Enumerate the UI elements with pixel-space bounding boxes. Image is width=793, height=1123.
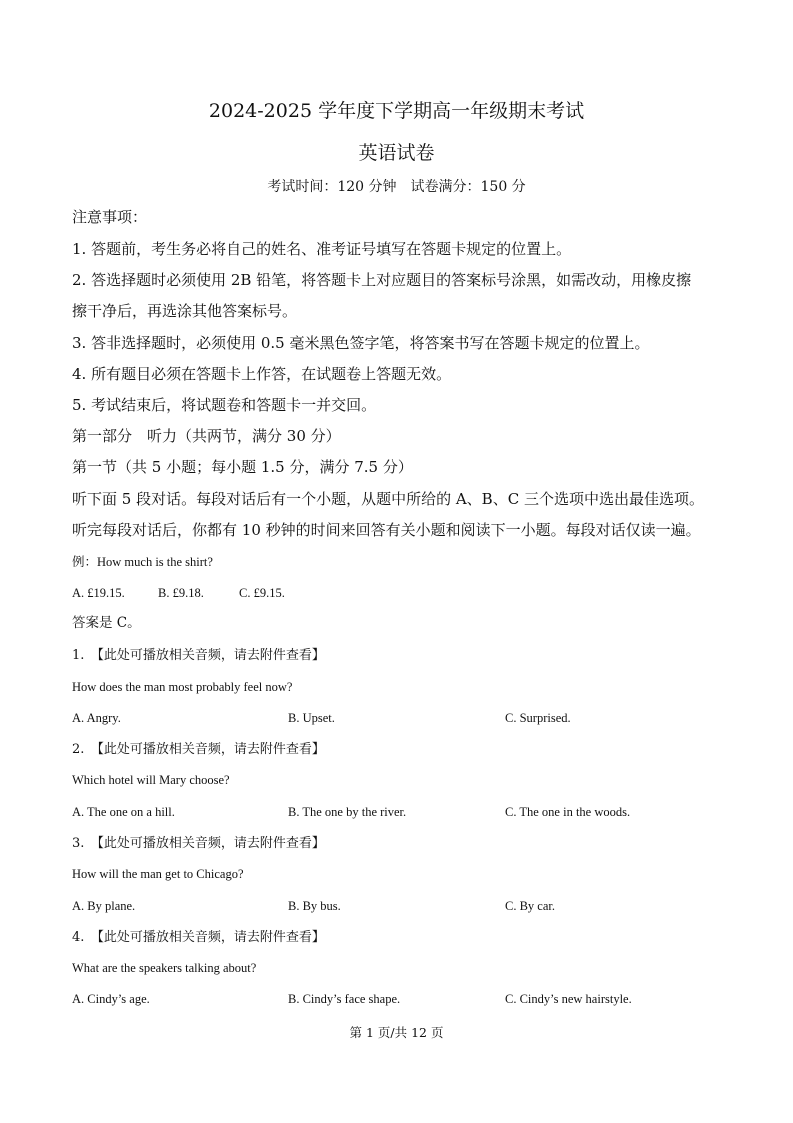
q1-question: How does the man most probably feel now? [72,680,293,694]
q2-option-b: B. The one by the river. [288,805,407,819]
section1-heading: 第一节（共 5 小题；每小题 1.5 分，满分 7.5 分） [72,458,413,476]
example-answer: 答案是 C。 [72,615,141,631]
note-item-3: 3. 答非选择题时，必须使用 0.5 毫米黑色签字笔，将答案书写在答题卡规定的位置上。 [72,334,650,352]
exam-title: 2024-2025 学年度下学期高一年级期末考试 [208,100,585,122]
q1-option-a: A. Angry. [72,711,121,725]
instruction-line-2: 听完每段对话后，你都有 10 秒钟的时间来回答有关小题和阅读下一小题。每段对话仅读一遍。 [72,521,701,539]
q3-option-a: A. By plane. [72,899,136,913]
q4-audio-note: 4. 【此处可播放相关音频，请去附件查看】 [72,930,325,945]
q1-option-c: C. Surprised. [505,711,571,725]
q3-audio-note: 3. 【此处可播放相关音频，请去附件查看】 [72,836,325,851]
example-option-a: A. £19.15. [72,586,125,600]
q4-option-c: C. Cindy’s new hairstyle. [505,992,632,1006]
q2-audio-note: 2. 【此处可播放相关音频，请去附件查看】 [72,742,325,757]
q4-option-b: B. Cindy’s face shape. [288,992,401,1006]
q2-question: Which hotel will Mary choose? [72,773,230,787]
part1-heading: 第一部分 听力（共两节，满分 30 分） [72,427,341,445]
q1-option-b: B. Upset. [288,711,335,725]
q3-option-b: B. By bus. [288,899,341,913]
q3-option-c: C. By car. [505,899,555,913]
q3-question: How will the man get to Chicago? [72,867,244,881]
note-item-1: 1. 答题前，考生务必将自己的姓名、准考证号填写在答题卡规定的位置上。 [72,240,572,258]
note-item-2: 2. 答选择题时必须使用 2B 铅笔，将答题卡上对应题目的答案标号涂黑，如需改动，用橡皮擦 [72,271,692,289]
note-item-5: 5. 考试结束后，将试题卷和答题卡一并交回。 [72,396,377,414]
example-option-b: B. £9.18. [158,586,204,600]
q2-option-c: C. The one in the woods. [505,805,631,819]
q1-audio-note: 1. 【此处可播放相关音频，请去附件查看】 [72,648,325,663]
q2-option-a: A. The one on a hill. [72,805,175,819]
example-option-c: C. £9.15. [239,586,285,600]
q4-question: What are the speakers talking about? [72,961,257,975]
exam-info: 考试时间：120 分钟 试卷满分：150 分 [267,179,526,195]
note-item-2-cont: 擦干净后，再选涂其他答案标号。 [72,302,298,320]
page-footer: 第 1 页/共 12 页 [349,1025,444,1040]
note-item-4: 4. 所有题目必须在答题卡上作答，在试题卷上答题无效。 [72,365,452,383]
exam-subtitle: 英语试卷 [358,142,435,164]
instruction-line-1: 听下面 5 段对话。每段对话后有一个小题，从题中所给的 A、B、C 三个选项中选出最佳选项。 [72,490,704,508]
example-question: 例：How much is the shirt? [72,555,213,569]
q4-option-a: A. Cindy’s age. [72,992,150,1006]
notes-heading: 注意事项： [72,208,148,226]
